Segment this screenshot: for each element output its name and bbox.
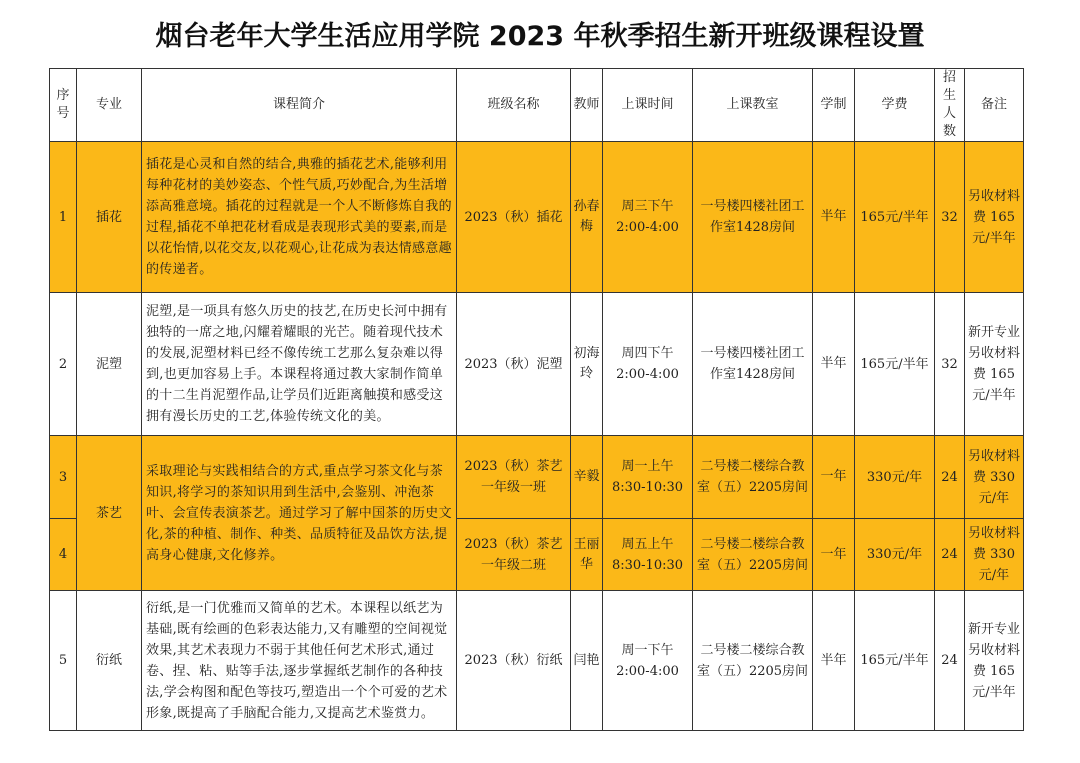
header-fee: 学费 — [855, 69, 935, 142]
header-note: 备注 — [965, 69, 1024, 142]
row-time: 周五上午 8:30-10:30 — [603, 519, 693, 591]
header-class: 班级名称 — [457, 69, 571, 142]
note-new-major: 新开专业 — [967, 621, 1020, 637]
header-teacher: 教师 — [571, 69, 603, 142]
header-room: 上课教室 — [693, 69, 813, 142]
page-title: 烟台老年大学生活应用学院 2023 年秋季招生新开班级课程设置 — [155, 21, 925, 52]
header-desc: 课程简介 — [142, 69, 457, 142]
row-room: 二号楼二楼综合教室（五）2205房间 — [693, 591, 813, 731]
row-term: 一年 — [813, 436, 855, 519]
row-teacher: 辛毅 — [571, 436, 603, 519]
header-term: 学制 — [813, 69, 855, 142]
row-class: 2023（秋）茶艺一年级二班 — [457, 519, 571, 591]
row-quota: 24 — [935, 591, 965, 731]
row-no: 5 — [50, 591, 77, 731]
row-room: 二号楼二楼综合教室（五）2205房间 — [693, 436, 813, 519]
row-note — [965, 591, 1024, 731]
table-row — [50, 591, 1024, 731]
row-teacher: 初海玲 — [571, 293, 603, 436]
row-class: 2023（秋）泥塑 — [457, 293, 571, 436]
row-term: 一年 — [813, 519, 855, 591]
row-note: 另收材料费 165 元/半年 — [965, 142, 1024, 293]
row-major: 插花 — [77, 142, 142, 293]
row-desc: 插花是心灵和自然的结合,典雅的插花艺术,能够利用每种花材的美妙姿态、个性气质,巧妙配合,为生活增添高雅意境。插花的过程就是一个人不断修炼自我的过程,插花不单把花材看成是表现形式美的要素,而是以花怡情,以花交友,以花观心,让花成为表达情感意趣的传递者。 — [142, 142, 457, 293]
row-no: 1 — [50, 142, 77, 293]
header-quota: 招生人数 — [935, 69, 965, 142]
course-table — [49, 68, 1024, 731]
header-major: 专业 — [77, 69, 142, 142]
row-major: 茶艺 — [77, 436, 142, 591]
row-room: 一号楼四楼社团工作室1428房间 — [693, 142, 813, 293]
row-class: 2023（秋）插花 — [457, 142, 571, 293]
row-note: 另收材料费 330 元/年 — [965, 519, 1024, 591]
table-row — [50, 293, 1024, 436]
row-quota: 24 — [935, 519, 965, 591]
row-quota: 24 — [935, 436, 965, 519]
row-desc: 衍纸,是一门优雅而又简单的艺术。本课程以纸艺为基础,既有绘画的色彩表达能力,又有雕塑的空间视觉效果,其艺术表现力不弱于其他任何艺术形式,通过卷、捏、粘、贴等手法,逐步掌握纸艺制作的各种技法,学会构图和配色等技巧,塑造出一个个可爱的艺术形象,既提高了手脑配合能力,又提高艺术鉴赏力。 — [142, 591, 457, 731]
row-term: 半年 — [813, 591, 855, 731]
note-new-major: 新开专业 — [967, 325, 1020, 340]
note-material-fee: 另收材料费 165 元/半年 — [967, 346, 1020, 403]
row-time: 周三下午 2:00-4:00 — [603, 142, 693, 293]
header-time: 上课时间 — [603, 69, 693, 142]
row-quota: 32 — [935, 142, 965, 293]
row-fee: 165元/半年 — [855, 591, 935, 731]
row-major: 泥塑 — [77, 293, 142, 436]
row-class: 2023（秋）茶艺一年级一班 — [457, 436, 571, 519]
row-room: 一号楼四楼社团工作室1428房间 — [693, 293, 813, 436]
row-time: 周一上午 8:30-10:30 — [603, 436, 693, 519]
row-quota: 32 — [935, 293, 965, 436]
row-no: 3 — [50, 436, 77, 519]
row-fee: 165元/半年 — [855, 142, 935, 293]
row-major: 衍纸 — [77, 591, 142, 731]
row-term: 半年 — [813, 142, 855, 293]
row-desc: 泥塑,是一项具有悠久历史的技艺,在历史长河中拥有独特的一席之地,闪耀着耀眼的光芒。随着现代技术的发展,泥塑材料已经不像传统工艺那么复杂难以得到,也更加容易上手。本课程将通过教大家制作简单的十二生肖泥塑作品,让学员们近距离触摸和感受这拥有漫长历史的工艺,体验传统文化的美。 — [142, 293, 457, 436]
table-row — [50, 436, 1024, 519]
header-no: 序号 — [50, 69, 77, 142]
row-note — [965, 293, 1024, 436]
row-fee: 330元/年 — [855, 519, 935, 591]
row-no: 4 — [50, 519, 77, 591]
row-term: 半年 — [813, 293, 855, 436]
row-time: 周一下午 2:00-4:00 — [603, 591, 693, 731]
row-teacher: 王丽华 — [571, 519, 603, 591]
row-no: 2 — [50, 293, 77, 436]
row-time: 周四下午 2:00-4:00 — [603, 293, 693, 436]
row-class: 2023（秋）衍纸 — [457, 591, 571, 731]
row-room: 二号楼二楼综合教室（五）2205房间 — [693, 519, 813, 591]
header-row — [50, 69, 1024, 142]
row-fee: 165元/半年 — [855, 293, 935, 436]
row-fee: 330元/年 — [855, 436, 935, 519]
row-desc: 采取理论与实践相结合的方式,重点学习茶文化与茶知识,将学习的茶知识用到生活中,会鉴别、冲泡茶叶、会宣传表演茶艺。通过学习了解中国茶的历史文化,茶的种植、制作、种类、品质特征及品饮方法,提高身心健康,文化修养。 — [142, 436, 457, 591]
row-teacher: 孙春梅 — [571, 142, 603, 293]
note-material-fee: 另收材料费 165 元/半年 — [967, 642, 1020, 700]
row-note: 另收材料费 330 元/年 — [965, 436, 1024, 519]
row-teacher: 闫艳 — [571, 591, 603, 731]
table-row — [50, 142, 1024, 293]
